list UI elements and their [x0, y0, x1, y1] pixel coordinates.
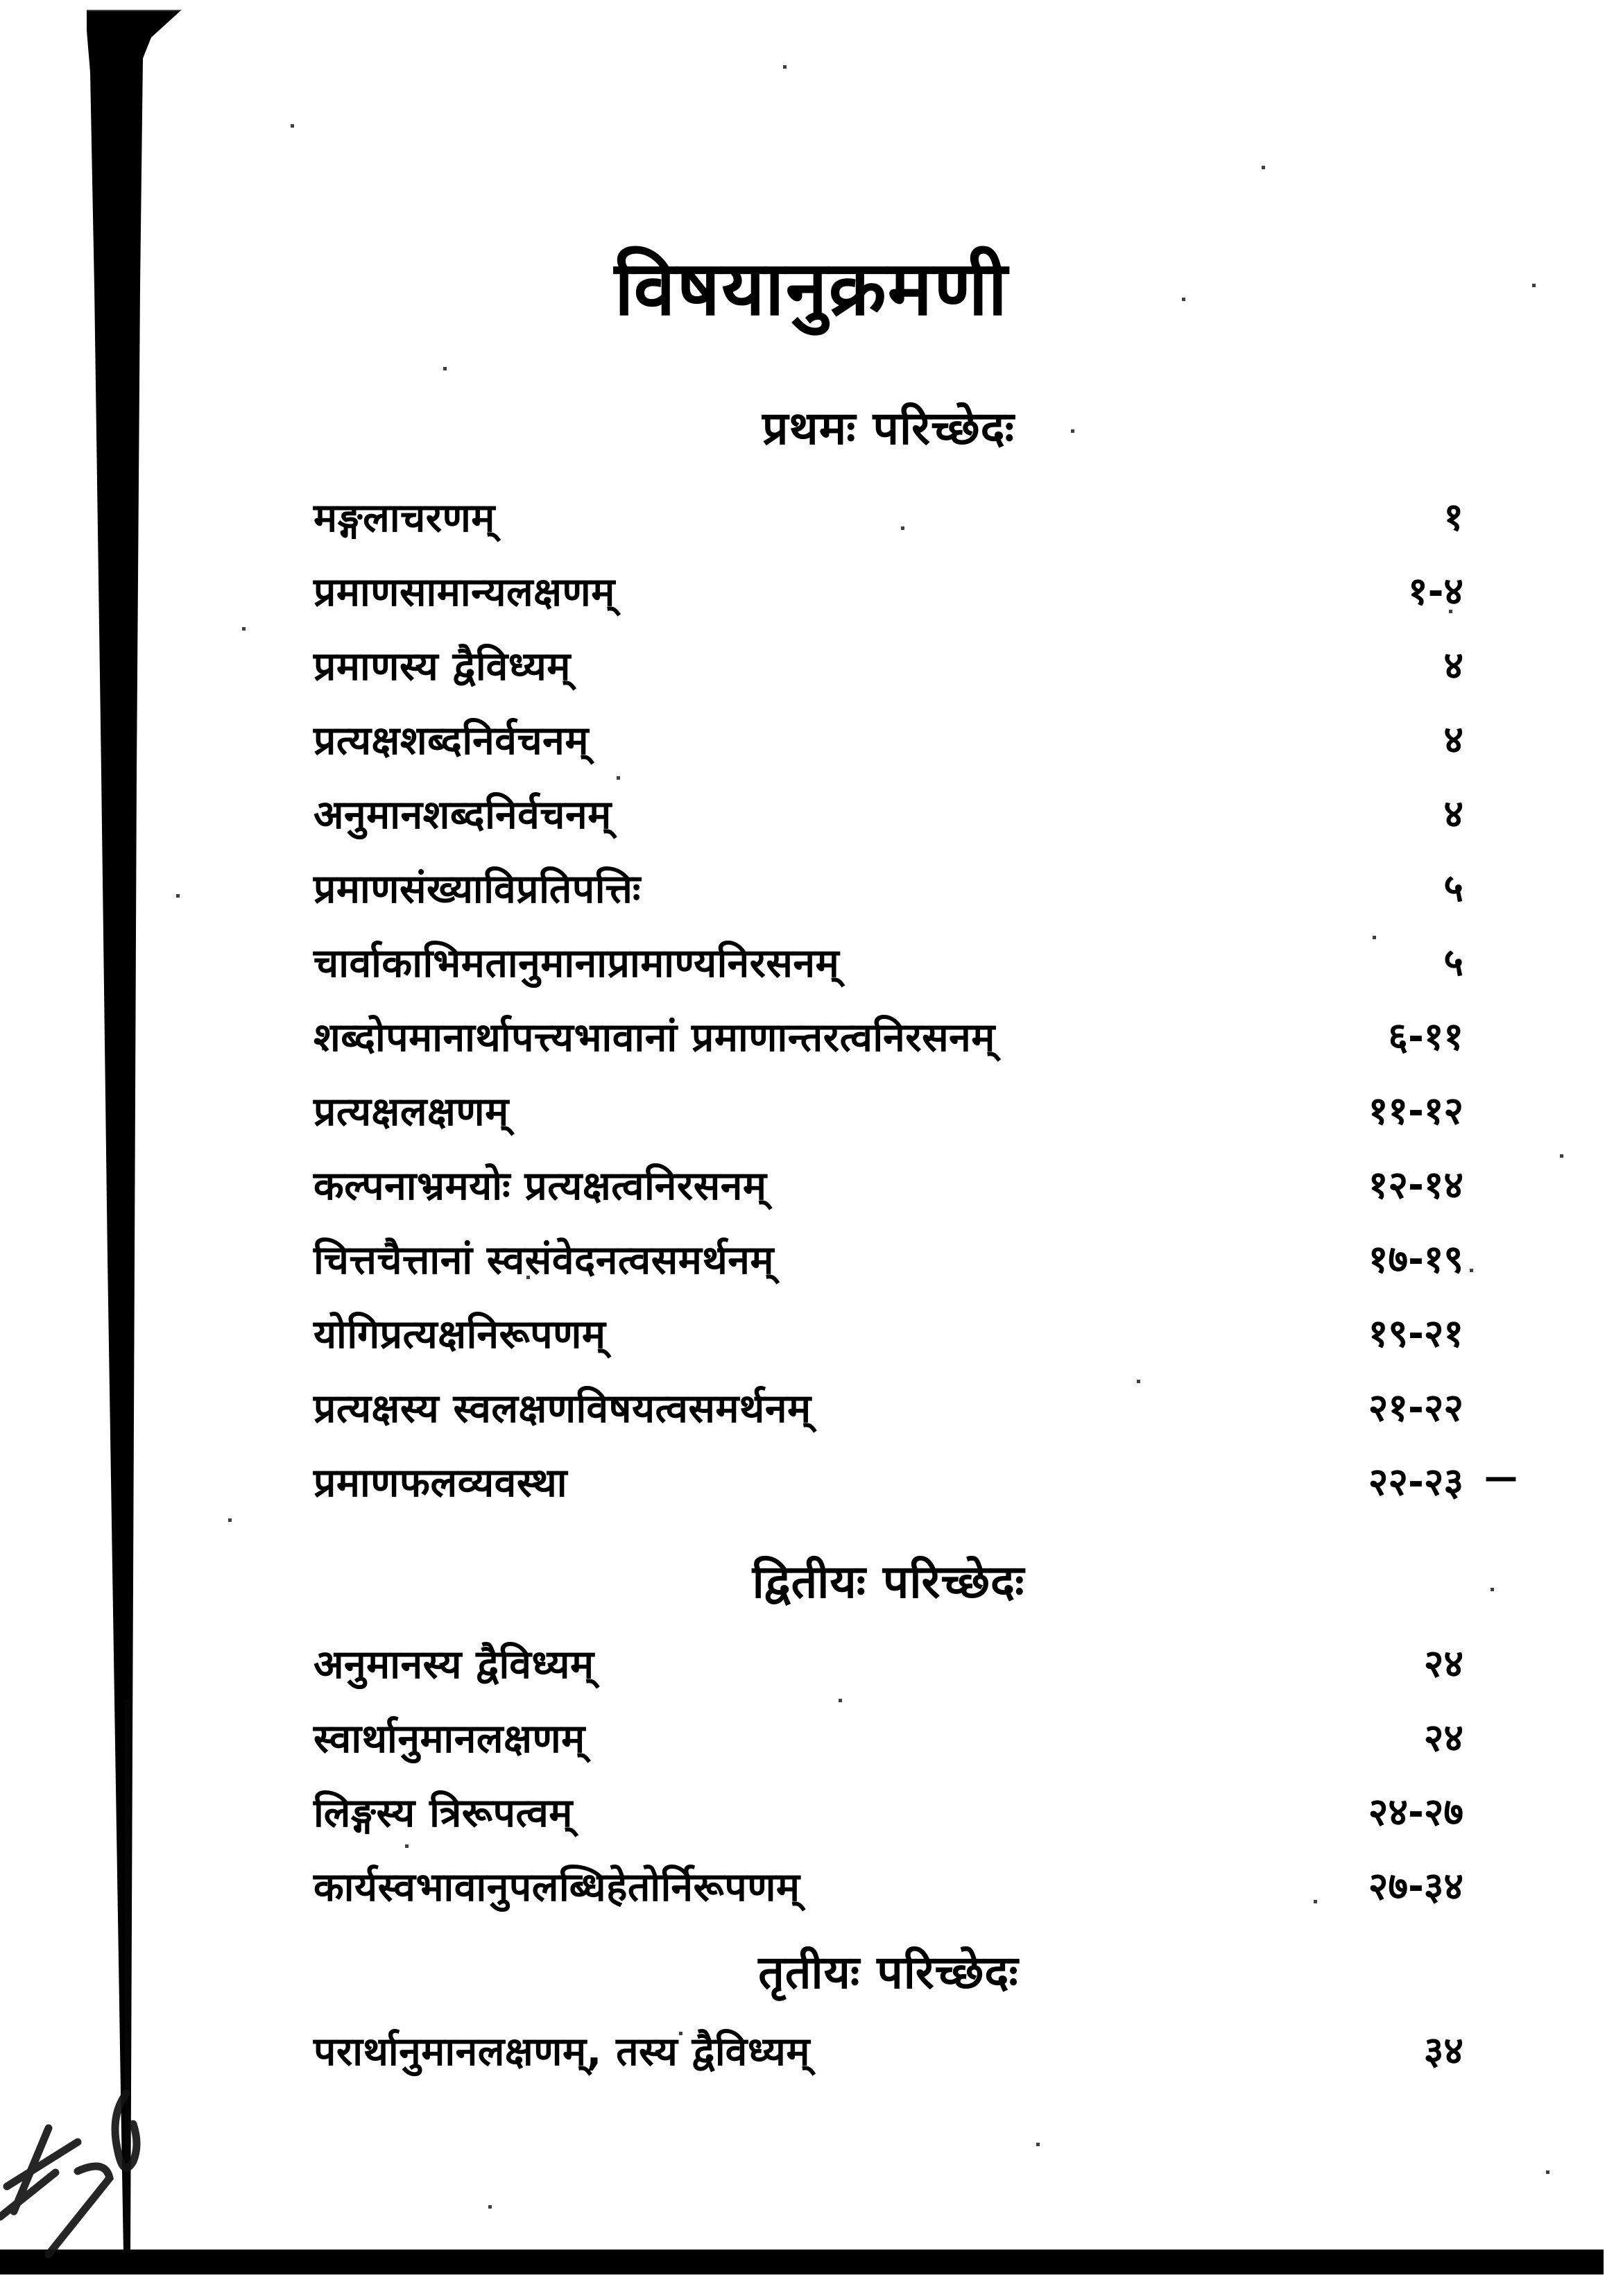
toc-entry-pages: ५: [1443, 940, 1463, 984]
toc-entry: [314, 998, 1463, 1072]
toc-entry-label: प्रमाणसामान्यलक्षणम्: [314, 569, 615, 615]
toc-entry-pages: १२-१४: [1368, 1163, 1463, 1207]
toc-entry-pages: २१-२२: [1368, 1385, 1463, 1430]
toc-entry: [314, 1699, 1463, 1774]
toc-entry-label: लिङ्गस्य त्रिरूपत्वम्: [314, 1790, 573, 1836]
section-heading: तृतीयः परिच्छेदः: [758, 1946, 1019, 1999]
toc-entry-label: अनुमानस्य द्वैविध्यम्: [314, 1641, 594, 1688]
toc-entry: [314, 1295, 1463, 1369]
toc-entry: [314, 553, 1463, 627]
pencil-stroke: [115, 2093, 137, 2168]
scan-bottom-band: [0, 2250, 1604, 2274]
toc-entry-label: प्रमाणस्य द्वैविध्यम्: [314, 643, 571, 689]
section-heading: प्रथमः परिच्छेदः: [762, 402, 1015, 455]
section-heading: द्वितीयः परिच्छेदः: [752, 1555, 1025, 1609]
toc-entry-label: स्वार्थानुमानलक्षणम्: [314, 1715, 585, 1762]
toc-entry: [314, 924, 1463, 998]
toc-entry-pages: ५: [1443, 866, 1463, 910]
pencil-stroke: [14, 2128, 49, 2211]
toc-entry: [314, 701, 1463, 776]
toc-entry-pages: ४: [1443, 717, 1463, 762]
toc-entry-pages: ४: [1443, 643, 1463, 687]
toc-entry-pages: १७-१९: [1368, 1237, 1463, 1281]
toc-entry: [314, 479, 1463, 553]
toc-entry-label: चार्वाकाभिमतानुमानाप्रामाण्यनिरसनम्: [314, 940, 840, 986]
toc-entry-pages: १-४: [1407, 569, 1463, 613]
toc-entry: [314, 850, 1463, 924]
toc-entry-label: प्रत्यक्षशब्दनिर्वचनम्: [314, 717, 589, 764]
toc-entry-pages: २४-२७: [1368, 1790, 1463, 1834]
toc-entry-label: प्रत्यक्षस्य स्वलक्षणविषयत्वसमर्थनम्: [314, 1385, 812, 1432]
toc-entry: [314, 1072, 1463, 1147]
toc-entry-label: योगिप्रत्यक्षनिरूपणम्: [314, 1311, 606, 1357]
toc-entry-label: मङ्गलाचरणम्: [314, 495, 495, 541]
toc-entry-label: चित्तचैत्तानां स्वसंवेदनत्वसमर्थनम्: [314, 1237, 774, 1283]
toc: [314, 375, 1518, 2087]
trailing-dash: —: [1484, 1457, 1518, 1496]
toc-entry-label: कल्पनाभ्रमयोः प्रत्यक्षत्वनिरसनम्: [314, 1163, 767, 1209]
toc-entry-label: कार्यस्वभावानुपलब्धिहेतोर्निरूपणम्: [314, 1864, 800, 1910]
toc-entry: [314, 1443, 1518, 1518]
pencil-stroke: [49, 2166, 110, 2254]
paper-speckle: [0, 0, 2, 2]
toc-entry-label: प्रमाणफलव्यवस्था: [314, 1459, 568, 1506]
toc-entry: [314, 1625, 1463, 1699]
toc-entry-label: शब्दोपमानार्थापत्त्यभावानां प्रमाणान्तरत्वनिरसनम्: [314, 1014, 995, 1061]
toc-entry: [314, 1147, 1463, 1221]
toc-entry: [314, 2012, 1463, 2087]
toc-entry-pages: २४: [1423, 1715, 1463, 1760]
toc-entry: [314, 1774, 1463, 1848]
toc-entry-label: परार्थानुमानलक्षणम्, तस्य द्वैविध्यम्: [314, 2028, 810, 2075]
toc-entry: [314, 776, 1463, 850]
toc-entry-pages: २४: [1423, 1641, 1463, 1686]
toc-entry-pages: ४: [1443, 791, 1463, 836]
toc-entry-label: प्रमाणसंख्याविप्रतिपत्तिः: [314, 866, 641, 912]
toc-entry-pages: ३४: [1423, 2028, 1463, 2073]
toc-entry-pages: ११-१२: [1368, 1088, 1463, 1133]
handwritten-note: [0, 2012, 194, 2296]
toc-entry: [314, 1848, 1463, 1922]
toc-entry-pages: ६-११: [1388, 1014, 1463, 1059]
toc-entry-pages: १९-२१: [1368, 1311, 1463, 1355]
toc-entry-label: प्रत्यक्षलक्षणम्: [314, 1088, 509, 1135]
toc-entry-pages: २७-३४: [1368, 1864, 1463, 1908]
toc-entry-pages: २२-२३: [1368, 1459, 1463, 1504]
page-title: विषयानुक्रमणी: [614, 246, 1009, 332]
toc-entry: [314, 1221, 1463, 1295]
toc-entry: [314, 1369, 1463, 1443]
toc-entry-label: अनुमानशब्दनिर्वचनम्: [314, 791, 612, 838]
toc-entry-pages: १: [1443, 495, 1463, 539]
toc-entry: [314, 627, 1463, 701]
